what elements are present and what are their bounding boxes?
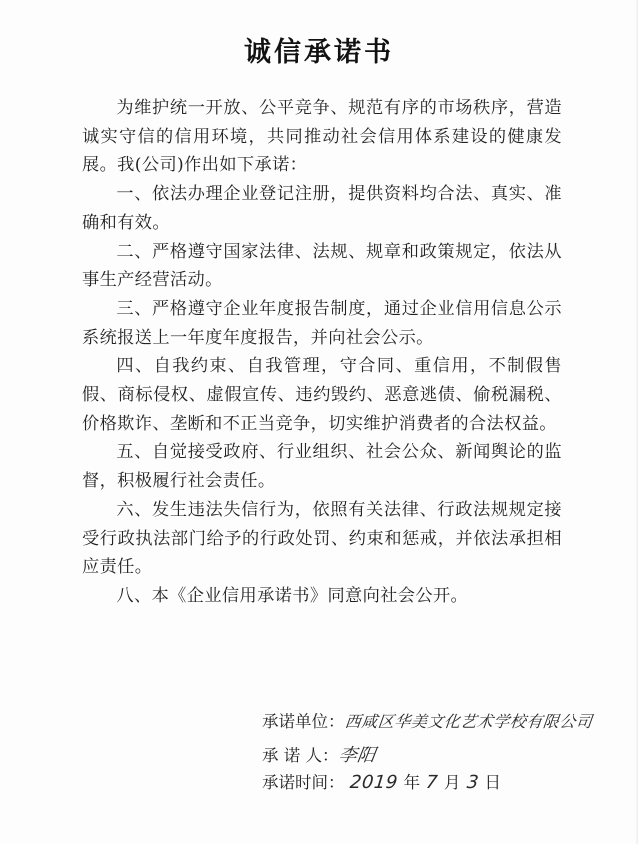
signature-unit-row (262, 708, 592, 732)
signature-time-label: 承诺时间： (262, 773, 345, 792)
signature-month: 7 (424, 772, 440, 793)
signature-person-label: 承 诺 人： (262, 746, 339, 765)
signature-person-value: 李阳 (336, 745, 377, 766)
paragraph-item-4: 四、自我约束、自我管理，守合同、重信用，不制假售假、商标侵权、虚假宣传、违约毁约、恶意逃债、偷税漏税、价格欺诈、垄断和不正当竞争，切实维护消费者的合法权益。 (82, 356, 562, 434)
signature-unit-value: 西咸区华美文化艺术学校有限公司 (343, 712, 593, 731)
signature-month-unit: 月 (444, 773, 461, 792)
signature-year-unit: 年 (403, 773, 421, 792)
paragraph-item-3: 三、严格遵守企业年度报告制度，通过企业信用信息公示系统报送上一年度年度报告，并向社会公示。 (82, 298, 562, 348)
paragraph-item-8: 八、本《企业信用承诺书》同意向社会公开。 (116, 585, 469, 606)
paragraph-item-5: 五、自觉接受政府、行业组织、社会公众、新闻舆论的监督，积极履行社会责任。 (82, 442, 562, 492)
paragraph-item-6: 六、发生违法失信行为，依照有关法律、行政法规规定接受行政执法部门给予的行政处罚、约束和惩戒，并依法承担相应责任。 (82, 499, 562, 578)
signature-day: 3 (465, 772, 480, 793)
signature-year: 2019 (348, 772, 399, 793)
paragraph-item-2: 二、严格遵守国家法律、法规、规章和政策规定，依法从事生产经营活动。 (82, 241, 562, 291)
signature-time-row (262, 769, 507, 793)
signature-person-row (262, 741, 376, 767)
paragraph-intro: 为维护统一开放、公平竞争、规范有序的市场秩序，营造诚实守信的信用环境，共同推动社会信用体系建设的健康发展。我(公司)作出如下承诺： (82, 98, 562, 176)
signature-unit-label: 承诺单位： (262, 712, 345, 731)
document-body (82, 94, 562, 611)
signature-day-unit: 日 (484, 773, 501, 792)
document-title: 诚信承诺书 (244, 37, 394, 68)
paragraph-item-1: 一、依法办理企业登记注册，提供资料均合法、真实、准确和有效。 (82, 184, 562, 233)
